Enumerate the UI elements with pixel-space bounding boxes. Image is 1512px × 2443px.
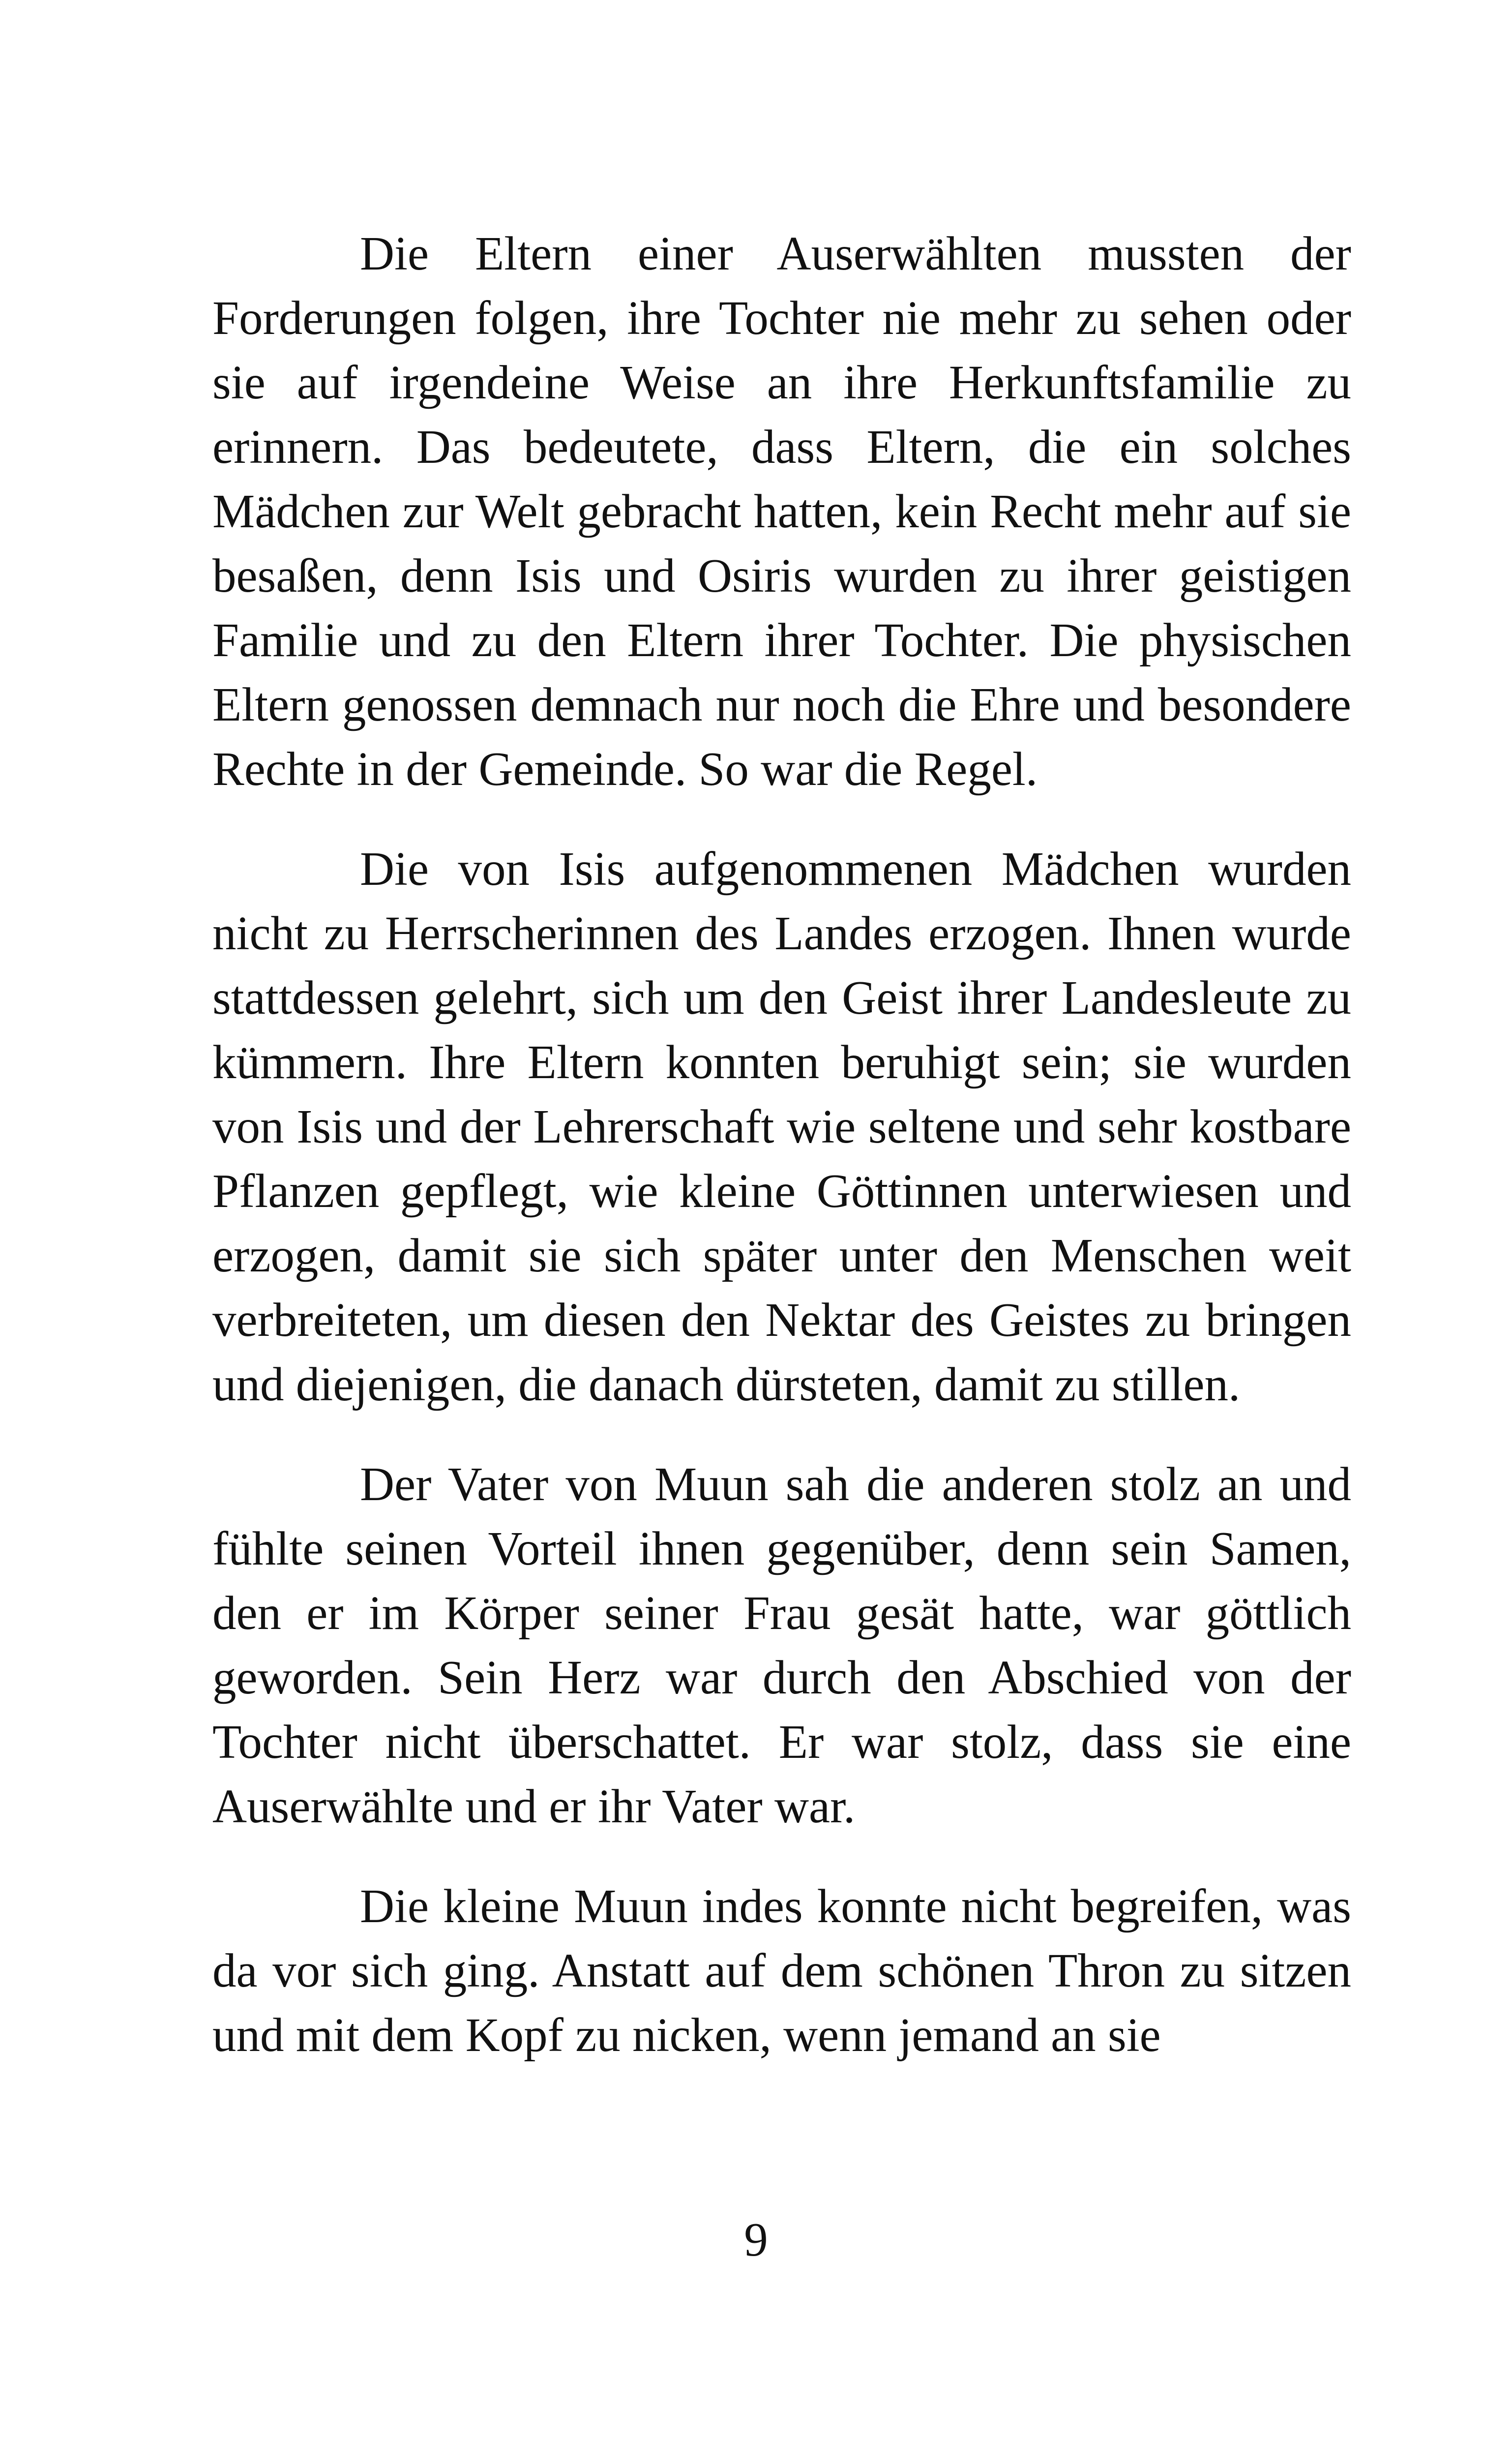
paragraph-4: Die kleine Muun indes konnte nicht begreifen, was da vor sich ging. Anstatt auf dem schönen Thron zu sitzen und mit dem Kopf zu nicken, wenn jemand an sie xyxy=(212,1880,1351,2061)
paragraph-1: Die Eltern einer Auserwählten mussten der Forderungen folgen, ihre Tochter nie mehr zu sehen oder sie auf irgendeine Weise an ihre Herkunftsfamilie zu erinnern. Das bedeutete, dass Eltern, die ein solches Mädchen zur Welt gebracht hatten, kein Recht mehr auf sie besaßen, denn Isis und Osiris wurden zu ihrer geistigen Familie und zu den Eltern ihrer Tochter. Die physischen Eltern genossen demnach nur noch die Ehre und besondere Rechte in der Gemeinde. So war die Regel. xyxy=(212,227,1351,795)
page-number: 9 xyxy=(744,2213,768,2266)
paragraph-2: Die von Isis aufgenommenen Mädchen wurden nicht zu Herrscherinnen des Landes erzogen. Ihnen wurde stattdessen gelehrt, sich um den Geist ihrer Landesleute zu kümmern. Ihre Eltern konnten beruhigt sein; sie wurden von Isis und der Lehrerschaft wie seltene und sehr kostbare Pflanzen gepflegt, wie kleine Göttinnen unterwiesen und erzogen, damit sie sich später unter den Menschen weit verbreiteten, um diesen den Nektar des Geistes zu bringen und diejenigen, die danach dürsteten, damit zu stillen. xyxy=(212,843,1351,1411)
body-text xyxy=(212,221,1351,2067)
paragraph-3: Der Vater von Muun sah die anderen stolz an und fühlte seinen Vorteil ihnen gegenüber, denn sein Samen, den er im Körper seiner Frau gesät hatte, war göttlich geworden. Sein Herz war durch den Abschied von der Tochter nicht überschattet. Er war stolz, dass sie eine Auserwählte und er ihr Vater war. xyxy=(212,1458,1351,1833)
